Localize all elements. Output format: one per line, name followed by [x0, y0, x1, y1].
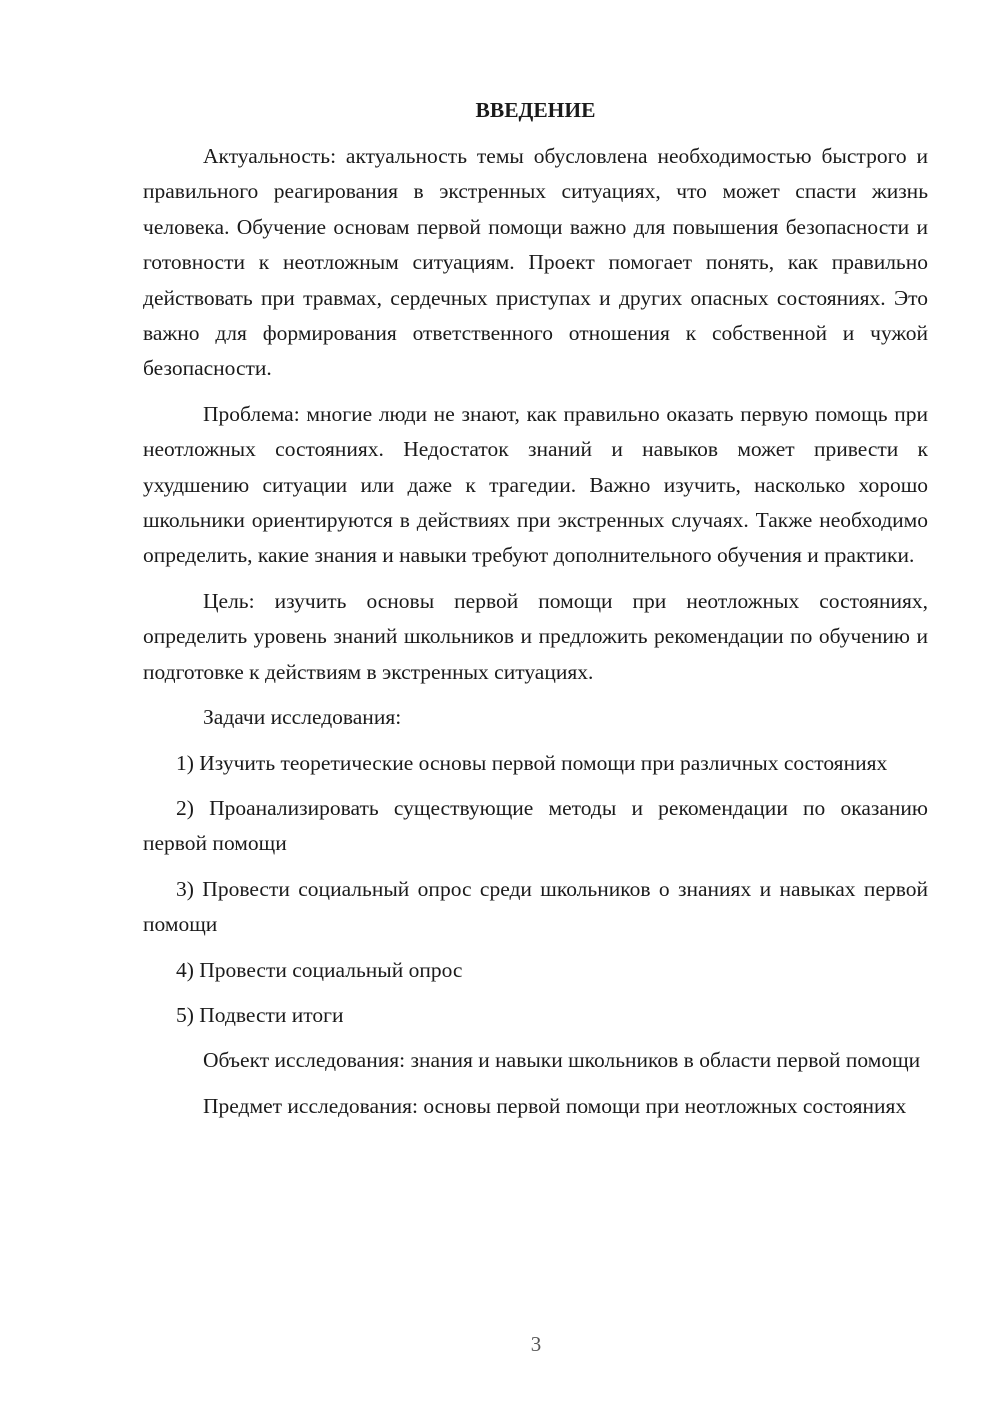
task-item-2: 2) Проанализировать существующие методы и рекомендации по оказанию первой помощи — [143, 795, 928, 856]
paragraph-tasks-intro: Задачи исследования: — [203, 705, 402, 730]
task-item-1: 1) Изучить теоретические основы первой помощи при различных состояниях — [176, 750, 888, 775]
paragraph-problem: Проблема: многие люди не знают, как правильно оказать первую помощь при неотложных состояниях. Недостаток знаний и навыков может привести к ухудшению ситуации или даже к трагедии. Важно изучить, насколько хорошо школьники ориентируются в действиях при экстренных случаях. Также необходимо определить, какие знания и навыки требуют дополнительного обучения и практики. — [143, 401, 928, 568]
task-item-5: 5) Подвести итоги — [176, 1002, 344, 1027]
paragraph-relevance: Актуальность: актуальность темы обусловлена необходимостью быстрого и правильного реагирования в экстренных ситуациях, что может спасти жизнь человека. Обучение основам первой помощи важно для повышения безопасности и готовности к неотложным ситуациям. Проект помогает понять, как правильно действовать при травмах, сердечных приступах и других опасных состояниях. Это важно для формирования ответственного отношения к собственной и чужой безопасности. — [143, 144, 928, 381]
paragraph-goal: Цель: изучить основы первой помощи при неотложных состояниях, определить уровень знаний школьников и предложить рекомендации по обучению и подготовке к действиям в экстренных ситуациях. — [143, 588, 928, 684]
page-number: 3 — [530, 1332, 542, 1356]
section-heading: ВВЕДЕНИЕ — [475, 98, 596, 122]
document-page — [143, 93, 928, 1134]
task-item-3: 3) Провести социальный опрос среди школьников о знаниях и навыках первой помощи — [143, 876, 928, 937]
task-item-4: 4) Провести социальный опрос — [176, 957, 463, 982]
paragraph-subject: Предмет исследования: основы первой помощи при неотложных состояниях — [203, 1093, 907, 1118]
paragraph-object: Объект исследования: знания и навыки школьников в области первой помощи — [203, 1048, 921, 1073]
